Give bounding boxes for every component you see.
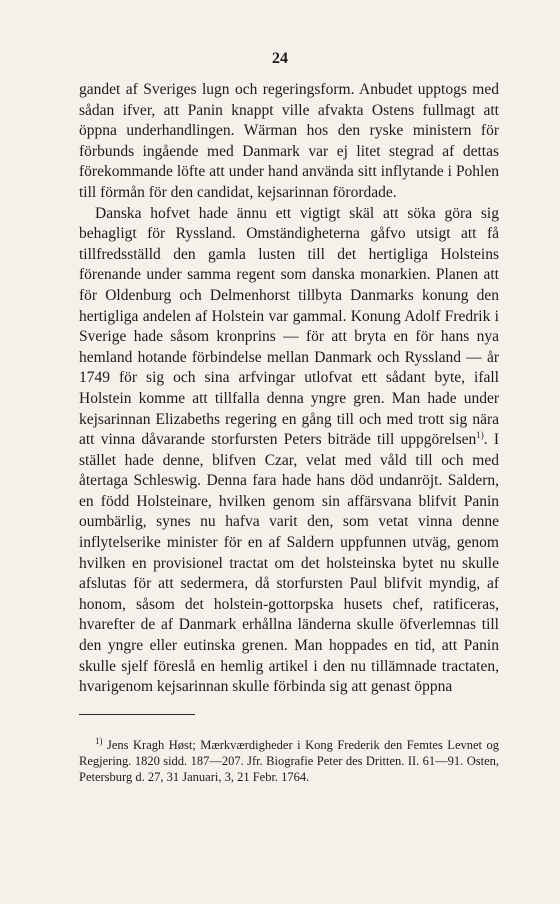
paragraph-1: gandet af Sveriges lugn och regeringsform. Anbudet upptogs med sådan ifver, att Panin knappt ville afvakta Ostens fullmagt att öppna underhandlingen. Wärman hos den ryske ministern för förbunds ingående med Danmark var ej litet stegrad af dettas förekommande löfte att under hand använda sitt inflytande i Pohlen till förmån för den candidat, kejsarinnan förordade. (79, 81, 499, 201)
footnote-marker: 1) (95, 735, 103, 746)
footnote-text: Jens Kragh Høst; Mærkværdigheder i Kong Frederik den Femtes Levnet og Regjering. 1820 sidd. 187—207. Jfr. Biografie Peter des Dritten. II. 61—91. Osten, Petersburg d. 27, 31 Januari, 3, 21 Febr. 1764. (79, 737, 499, 785)
page-number: 24 (272, 50, 288, 67)
footnote-marker-number: 1 (95, 735, 100, 746)
paragraph-2-text-b: . I stället hade denne, blifven Czar, velat med våld till och med återtaga Schleswig. Denna fara hade hans död undanröjt. Saldern, en född Holsteinare, hvilken genom sin affärsvana blifvit Panin oumbärlig, synes nu hafva varit den, som vetat vinna denne inflytelserike minister för en af Saldern uppfunnen utväg, genom hvilken en provisionel tractat om det holsteinska bytet nu skulle afslutas för att sedermera, då storfursten Paul blifvit myndig, af honom, såsom det holstein-gottorpska husets chef, ratificeras, hvarefter de af Danmark erhållna länderna skulle öfverlemnas till den yngre eller eutinska grenen. Man hoppades en tid, att Panin skulle sjelf föreslå en hemlig artikel i den nu tillämnade tractaten, hvarigenom kejsarinnan skulle förbinda sig att genast öppna (79, 431, 499, 696)
paragraph-2-text-a: Danska hofvet hade ännu ett vigtigt skäl att söka göra sig behagligt för Ryssland. Omständigheterna gåfvo utsigt att få tillfredsställd den gamla lusten till det hertigliga Holsteins förenande under samma regent som danska monarkien. Planen att för Oldenburg och Delmenhorst tillbyta Danmarks konung den hertigliga andelen af Holstein var gammal. Konung Adolf Fredrik i Sverige hade såsom kronprins — för att bryta en för hans nya hemland hotande förbindelse mellan Danmark och Ryssland — år 1749 för sig och sina arfvingar utlofvat ett sådant byte, ifall Holstein komme att tillfalla denna yngre gren. Man hade under kejsarinnan Elizabeths regering en gång till och med trott sig nära att vinna dåvarande storfursten Peters biträde till uppgörelsen (79, 204, 499, 449)
footnote-divider (79, 714, 195, 715)
paragraph-2 (79, 204, 499, 698)
footnote-reference: 1) (476, 429, 484, 440)
footnote-reference-number: 1 (476, 429, 481, 440)
footnote (79, 737, 499, 786)
body-text (79, 80, 499, 698)
